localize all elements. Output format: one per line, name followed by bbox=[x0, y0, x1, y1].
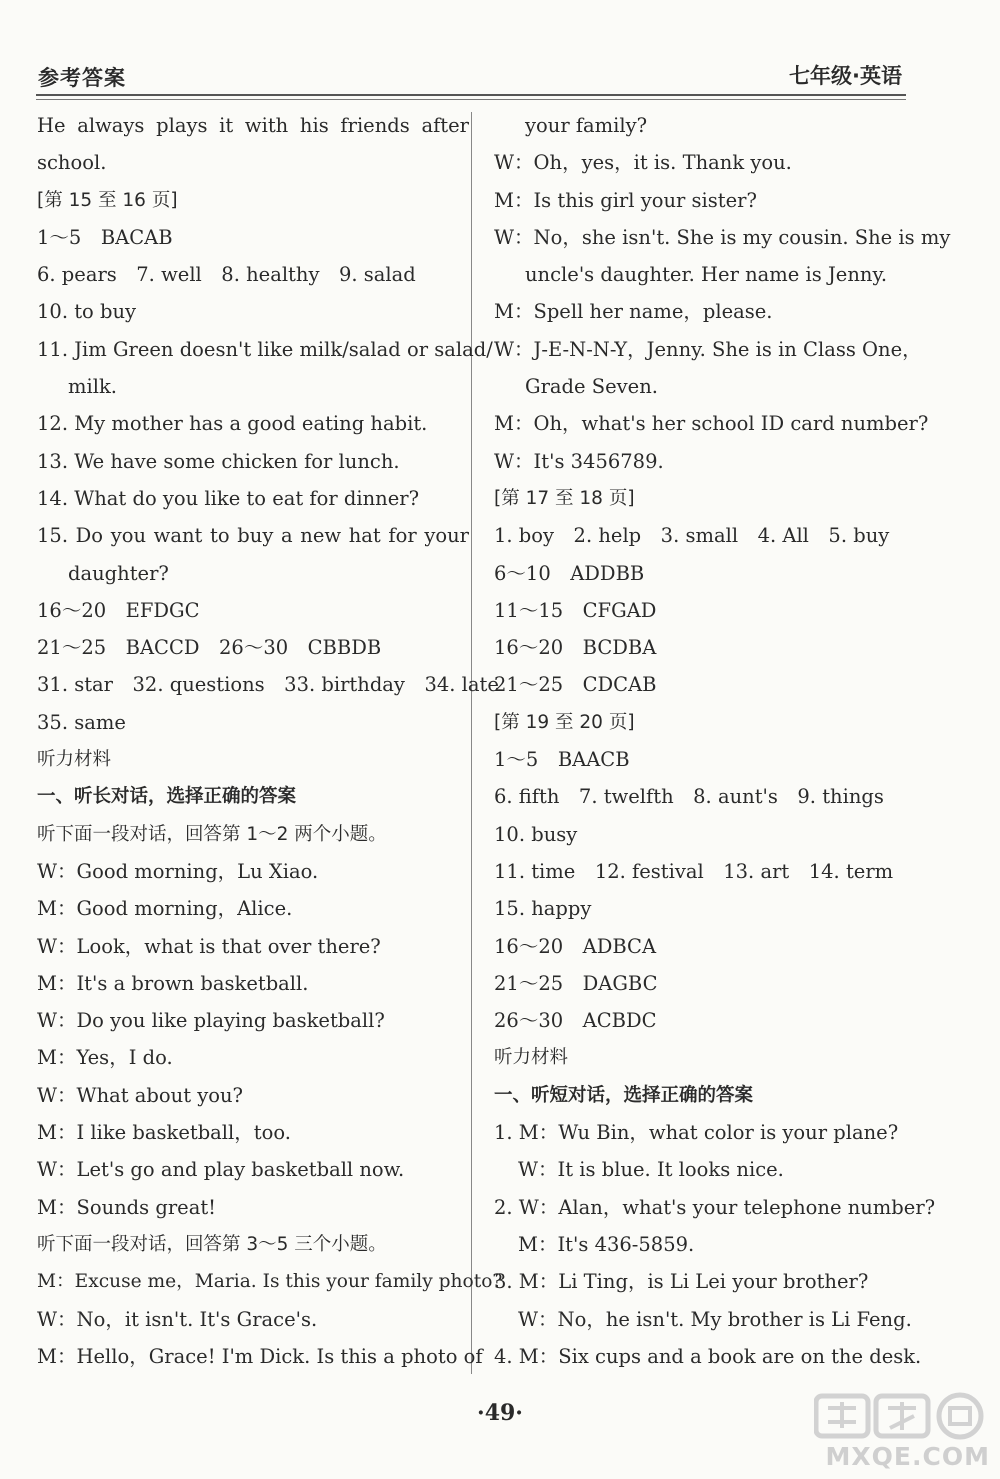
dialogue-line: W：No，it isn't. It's Grace's. bbox=[37, 1307, 318, 1331]
dialogue-line: M：Hello，Grace! I'm Dick. Is this a photo of bbox=[37, 1344, 483, 1368]
answer-line: 6～10 ADDBB bbox=[494, 561, 645, 585]
dialogue-line: W：J-E-N-N-Y，Jenny. She is in Class One， bbox=[494, 337, 922, 361]
header-right-subject: 七年级·英语 bbox=[789, 64, 902, 88]
section-heading: [第 17 至 18 页] bbox=[494, 487, 635, 509]
column-divider bbox=[471, 112, 472, 1374]
listening-section-title: 一、听短对话，选择正确的答案 bbox=[494, 1084, 754, 1106]
dialogue-line: M：Is this girl your sister? bbox=[494, 188, 757, 212]
answer-line: 1～5 BACAB bbox=[37, 225, 173, 249]
answer-line: 31. star 32. questions 33. birthday 34. late bbox=[37, 673, 499, 697]
answer-line: 15. happy bbox=[494, 897, 592, 921]
dialogue-line: W：No，he isn't. My brother is Li Feng. bbox=[518, 1307, 912, 1331]
answer-line: 12. My mother has a good eating habit. bbox=[37, 412, 428, 436]
answer-line: 1～5 BAACB bbox=[494, 748, 630, 772]
answer-line: 16～20 BCDBA bbox=[494, 636, 657, 660]
answer-line: He always plays it with his friends after bbox=[37, 114, 469, 137]
answer-line: 21～25 BACCD 26～30 CBBDB bbox=[37, 636, 382, 660]
answer-line: 6. fifth 7. twelfth 8. aunt's 9. things bbox=[494, 785, 884, 809]
answer-line: 11～15 CFGAD bbox=[494, 598, 657, 622]
dialogue-line: W：Do you like playing basketball? bbox=[37, 1009, 385, 1033]
dialogue-line: M：Sounds great! bbox=[37, 1195, 217, 1219]
dialogue-line: W：Let's go and play basketball now. bbox=[37, 1158, 405, 1182]
answer-line: 16～20 ADBCA bbox=[494, 934, 657, 958]
dialogue-line: M：Excuse me，Maria. Is this your family photo? bbox=[37, 1271, 503, 1293]
answer-line: 10. to buy bbox=[37, 300, 137, 324]
dialogue-line: M：It's 436-5859. bbox=[518, 1232, 695, 1256]
dialogue-line: W：It's 3456789. bbox=[494, 449, 664, 473]
answer-line: 6. pears 7. well 8. healthy 9. salad bbox=[37, 263, 416, 287]
dialogue-line: your family? bbox=[525, 114, 648, 137]
dialogue-line: Grade Seven. bbox=[525, 375, 658, 399]
dialogue-line: W：It is blue. It looks nice. bbox=[518, 1158, 784, 1182]
dialogue-line: W：Look，what is that over there? bbox=[37, 934, 381, 958]
answer-line: 15. Do you want to buy a new hat for your bbox=[37, 524, 469, 548]
right-column bbox=[494, 107, 951, 1375]
answer-line: daughter? bbox=[68, 561, 169, 585]
dialogue-line: M：It's a brown basketball. bbox=[37, 971, 309, 995]
dialogue-line: M：I like basketball，too. bbox=[37, 1121, 291, 1145]
dialogue-line: 1. M：Wu Bin，what color is your plane? bbox=[494, 1121, 899, 1145]
section-heading: [第 15 至 16 页] bbox=[37, 189, 178, 211]
listening-section-title: 一、听长对话，选择正确的答案 bbox=[37, 786, 297, 808]
dialogue-line: 4. M：Six cups and a book are on the desk. bbox=[494, 1344, 922, 1368]
dialogue-line: W：Good morning，Lu Xiao. bbox=[37, 859, 319, 883]
left-column bbox=[37, 107, 503, 1375]
answer-line: 10. busy bbox=[494, 822, 578, 846]
section-heading: [第 19 至 20 页] bbox=[494, 711, 635, 733]
listening-heading: 听力材料 bbox=[37, 749, 112, 771]
page-header bbox=[36, 58, 906, 96]
answer-line: 1. boy 2. help 3. small 4. All 5. buy bbox=[494, 524, 890, 548]
answer-line: milk. bbox=[68, 375, 117, 399]
instruction-line: 听下面一段对话，回答第 3～5 三个小题。 bbox=[37, 1233, 387, 1255]
answer-line: 13. We have some chicken for lunch. bbox=[37, 449, 400, 473]
dialogue-line: 3. M：Li Ting，is Li Lei your brother? bbox=[494, 1270, 869, 1294]
answer-line: 11. time 12. festival 13. art 14. term bbox=[494, 859, 894, 883]
dialogue-line: W：Oh，yes，it is. Thank you. bbox=[494, 151, 792, 175]
header-left-title: 参考答案 bbox=[38, 66, 126, 90]
listening-heading: 听力材料 bbox=[494, 1047, 569, 1069]
answer-line: 26～30 ACBDC bbox=[494, 1009, 657, 1033]
answer-line: 35. same bbox=[37, 710, 126, 734]
dialogue-line: M：Good morning，Alice. bbox=[37, 897, 293, 921]
watermark-text: MXQE.COM bbox=[825, 1442, 990, 1471]
dialogue-line: uncle's daughter. Her name is Jenny. bbox=[525, 263, 888, 287]
dialogue-line: 2. W：Alan，what's your telephone number? bbox=[494, 1195, 936, 1219]
dialogue-line: M：Oh，what's her school ID card number? bbox=[494, 412, 929, 436]
answer-line: 21～25 CDCAB bbox=[494, 673, 657, 697]
answer-line: 21～25 DAGBC bbox=[494, 971, 658, 995]
dialogue-line: M：Spell her name，please. bbox=[494, 300, 773, 324]
dialogue-line: W：No，she isn't. She is my cousin. She is my bbox=[494, 225, 951, 249]
answer-line: 11. Jim Green doesn't like milk/salad or salad/ bbox=[37, 337, 493, 361]
answer-line: 14. What do you like to eat for dinner? bbox=[37, 486, 420, 510]
page-number: ·49· bbox=[477, 1400, 523, 1426]
instruction-line: 听下面一段对话，回答第 1～2 两个小题。 bbox=[37, 823, 387, 845]
answer-line: school. bbox=[37, 151, 107, 175]
dialogue-line: M：Yes，I do. bbox=[37, 1046, 173, 1070]
answer-line: 16～20 EFDGC bbox=[37, 598, 200, 622]
dialogue-line: W：What about you? bbox=[37, 1083, 244, 1107]
